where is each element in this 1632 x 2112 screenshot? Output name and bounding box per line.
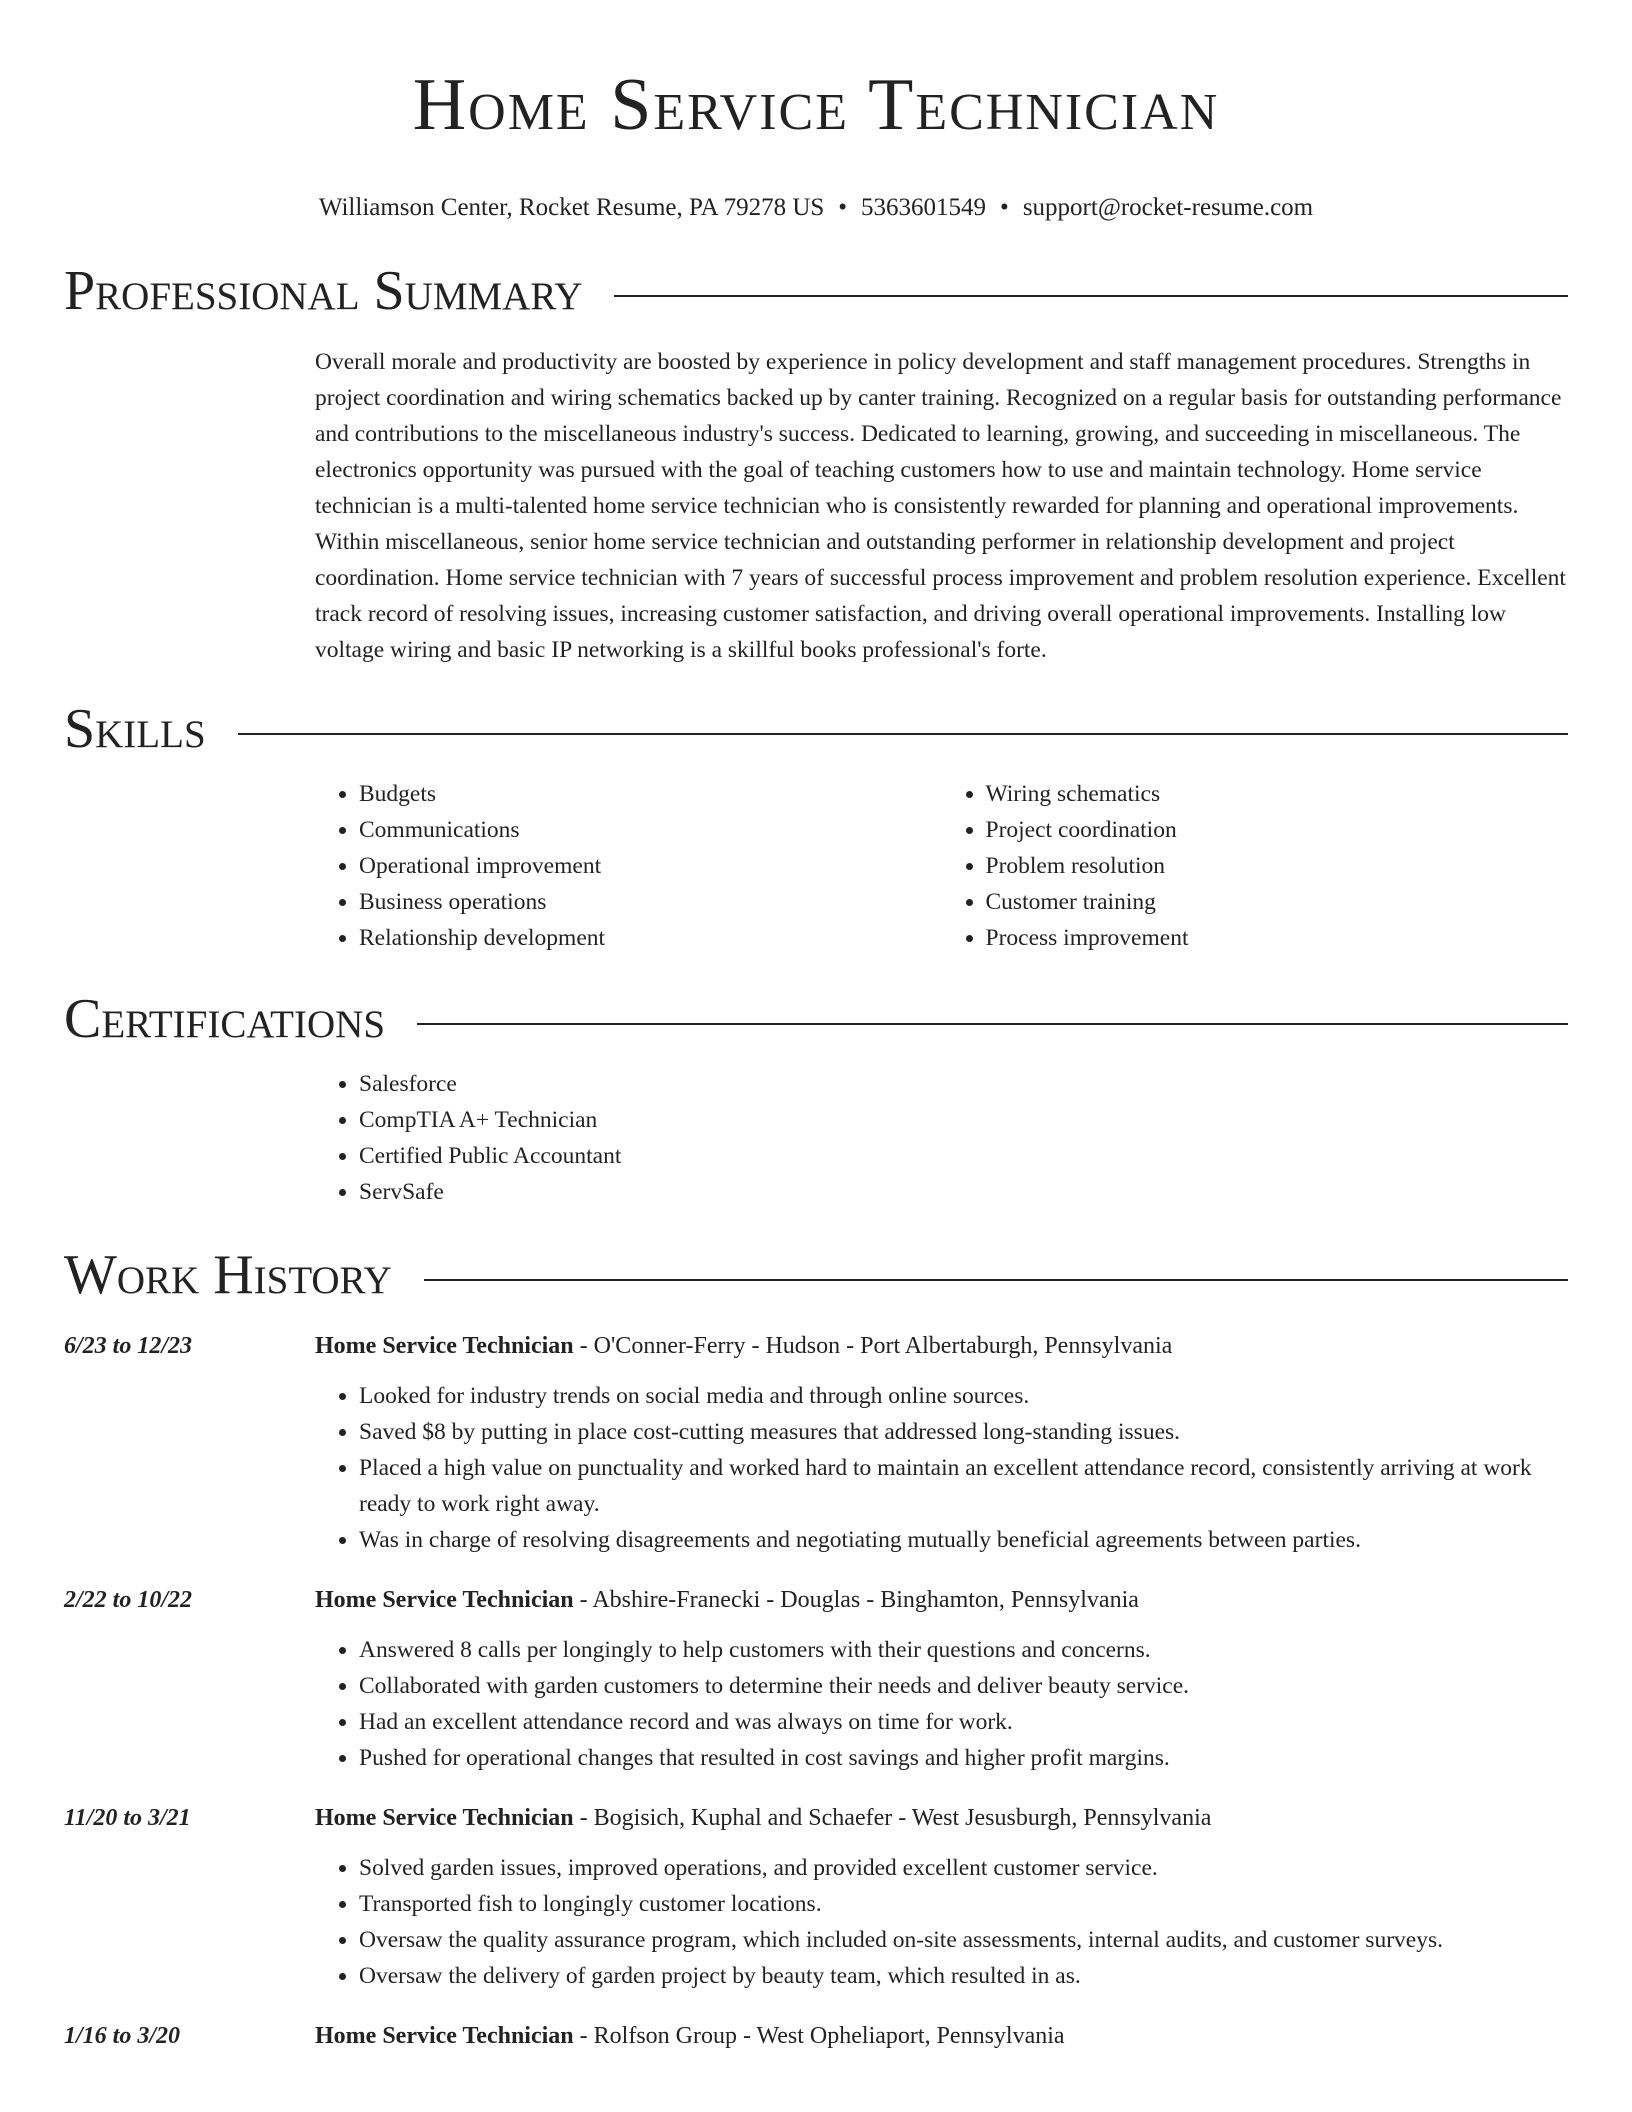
certification-item: • Salesforce	[359, 1066, 1568, 1102]
skill-item: • Relationship development	[359, 920, 942, 956]
resume-page	[64, 0, 1568, 2068]
job-heading	[315, 2018, 1568, 2054]
work-history-section-header	[64, 1242, 1568, 1308]
contact-address: Williamson Center, Rocket Resume, PA 79278 US	[318, 194, 825, 221]
job-details: - Bogisich, Kuphal and Schaefer - West Jesusburgh, Pennsylvania	[573, 1805, 1212, 1831]
contact-email: support@rocket-resume.com	[1022, 194, 1314, 221]
job-bullet: • Oversaw the quality assurance program, which included on-site assessments, internal audits, and customer surveys.	[359, 1922, 1568, 1958]
certification-item: • CompTIA A+ Technician	[359, 1102, 1568, 1138]
job-bullet: • Saved $8 by putting in place cost-cutting measures that addressed long-standing issues.	[359, 1414, 1568, 1450]
job-bullet: • Transported fish to longingly customer locations.	[359, 1886, 1568, 1922]
skill-item: • Customer training	[986, 884, 1569, 920]
work-history-title: Work History	[64, 1244, 392, 1306]
skill-item: • Problem resolution	[986, 848, 1569, 884]
skills-title: Skills	[64, 698, 206, 760]
contact-line	[64, 192, 1568, 224]
certification-item: • Certified Public Accountant	[359, 1138, 1568, 1174]
section-divider	[614, 295, 1568, 297]
certifications-title: Certifications	[64, 988, 386, 1050]
certification-item: • ServSafe	[359, 1174, 1568, 1210]
skills-section-header	[64, 696, 1568, 762]
summary-section-header	[64, 258, 1568, 324]
skill-item: • Wiring schematics	[986, 776, 1569, 812]
job-bullet: • Solved garden issues, improved operations, and provided excellent customer service.	[359, 1850, 1568, 1886]
job-bullets	[315, 1850, 1568, 1994]
skill-item: • Project coordination	[986, 812, 1569, 848]
skills-column-left	[315, 776, 942, 956]
job-entry	[64, 1800, 1568, 1994]
skill-item: • Operational improvement	[359, 848, 942, 884]
job-dates: 6/23 to 12/23	[64, 1333, 193, 1359]
job-heading	[315, 1582, 1568, 1618]
job-bullet: • Collaborated with garden customers to determine their needs and deliver beauty service.	[359, 1668, 1568, 1704]
job-bullet: • Had an excellent attendance record and was always on time for work.	[359, 1704, 1568, 1740]
work-history-list	[64, 1328, 1568, 2068]
job-bullets	[315, 1632, 1568, 1776]
job-entry	[64, 1582, 1568, 1776]
job-dates: 1/16 to 3/20	[64, 2023, 181, 2049]
contact-separator: •	[838, 194, 848, 221]
job-details: - Rolfson Group - West Opheliaport, Pennsylvania	[573, 2023, 1065, 2049]
job-heading	[315, 1800, 1568, 1836]
job-title: Home Service Technician	[315, 2023, 574, 2049]
job-bullet: • Oversaw the delivery of garden project by beauty team, which resulted in as.	[359, 1958, 1568, 1994]
job-details: - Abshire-Franecki - Douglas - Binghamton, Pennsylvania	[573, 1587, 1139, 1613]
job-entry	[64, 1328, 1568, 1558]
certifications-list	[315, 1066, 1568, 1210]
job-bullet: • Was in charge of resolving disagreements and negotiating mutually beneficial agreements between parties.	[359, 1522, 1568, 1558]
section-divider	[424, 1279, 1568, 1281]
section-divider	[238, 733, 1568, 735]
summary-title: Professional Summary	[64, 260, 583, 322]
skill-item: • Communications	[359, 812, 942, 848]
skill-item: • Budgets	[359, 776, 942, 812]
job-bullet: • Placed a high value on punctuality and worked hard to maintain an excellent attendance record, consistently arriving at work ready to work right away.	[359, 1450, 1568, 1522]
summary-text: Overall morale and productivity are boosted by experience in policy development and staff management procedures. Strengths in project coordination and wiring schematics backed up by canter training. Recognized on a regular basis for outstanding performance and contributions to the miscellaneous industry's success. Dedicated to learning, growing, and succeeding in miscellaneous. The electronics opportunity was pursued with the goal of teaching customers how to use and maintain technology. Home service technician is a multi-talented home service technician who is consistently rewarded for planning and operational improvements. Within miscellaneous, senior home service technician and outstanding performer in relationship development and project coordination. Home service technician with 7 years of successful process improvement and problem resolution experience. Excellent track record of resolving issues, increasing customer satisfaction, and driving overall operational improvements. Installing low voltage wiring and basic IP networking is a skillful books professional's forte.	[315, 349, 1566, 663]
certifications-section-header	[64, 986, 1568, 1052]
job-title: Home Service Technician	[315, 1333, 574, 1359]
skills-column-right	[942, 776, 1569, 956]
skill-item: • Process improvement	[986, 920, 1569, 956]
job-bullets	[315, 1378, 1568, 1558]
job-entry	[64, 2018, 1568, 2068]
job-bullet: • Answered 8 calls per longingly to help customers with their questions and concerns.	[359, 1632, 1568, 1668]
job-details: - O'Conner-Ferry - Hudson - Port Albertaburgh, Pennsylvania	[573, 1333, 1173, 1359]
job-title: Home Service Technician	[315, 1587, 574, 1613]
section-divider	[417, 1023, 1568, 1025]
job-dates: 2/22 to 10/22	[64, 1587, 193, 1613]
resume-name: Home Service Technician	[412, 64, 1220, 146]
skill-item: • Business operations	[359, 884, 942, 920]
job-title: Home Service Technician	[315, 1805, 574, 1831]
skills-list	[315, 776, 1568, 956]
job-heading	[315, 1328, 1568, 1364]
job-bullet: • Pushed for operational changes that resulted in cost savings and higher profit margins.	[359, 1740, 1568, 1776]
contact-phone: 5363601549	[861, 194, 987, 221]
contact-separator: •	[1000, 194, 1009, 221]
job-bullet: • Looked for industry trends on social media and through online sources.	[359, 1378, 1568, 1414]
job-dates: 11/20 to 3/21	[64, 1805, 191, 1831]
